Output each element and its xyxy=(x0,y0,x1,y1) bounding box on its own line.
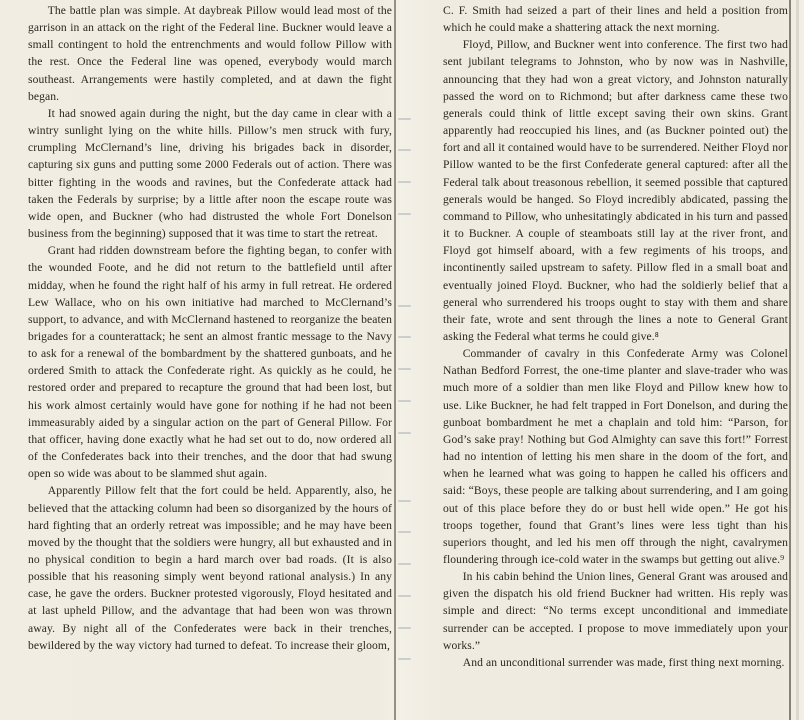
left-page-column xyxy=(28,2,392,719)
scan-artifact-line xyxy=(398,658,411,660)
page-edge-shadow xyxy=(796,0,799,720)
scan-artifact-line xyxy=(398,500,411,502)
scan-artifact-line xyxy=(398,213,411,215)
scan-artifact-line xyxy=(398,400,411,402)
paragraph: The battle plan was simple. At daybreak Pillow would lead most of the garrison in an attack on the right of the Federal line. Buckner would leave a small contingent to hold the entrenchments and would follow Pillow with the rest. Once the Federal line was opened, everybody would march southeast. Arrangements were hastily completed, and at dawn the fight began. xyxy=(28,4,392,103)
paragraph: It had snowed again during the night, but the day came in clear with a wintry sunlight lying on the white hills. Pillow’s men struck with fury, crumpling McClernand’s line, driving his brigades back in disorder, capturing six guns and putting some 2000 Federals out of action. There was bitter fighting in the woods and ravines, but the Confederate attack had taken the Federals by surprise; by a little after noon the escape route was wide open, and Buckner (who had distrusted the whole Fort Donelson business from the beginning) supposed that it was time to start the retreat. xyxy=(28,106,392,241)
scan-artifact-line xyxy=(398,531,411,533)
scan-artifact-line xyxy=(398,595,411,597)
paragraph: Commander of cavalry in this Confederate Army was Colonel Nathan Bedford Forrest, the one-time planter and slave-trader who was much more of a soldier than men like Floyd and Pillow knew how to use. Like Buckner, he had felt trapped in Fort Donelson, and during the gunboat bombardment he met a chaplain and told him: “Parson, for God’s sake pray! Nothing but God Almighty can save this fort!” Forrest had no intention of letting his men share in the doom of the fort, and when he learned what was going to happen he called his officers and said: “Boys, these people are talking about surrendering, and I am going out of this place before they do or bust hell wide open.” He got his troops together, found that Grant’s lines were less tight than his superiors thought, and led his men off through the night, cavalrymen floundering through ice-cold water in the swamps but getting out alive.⁹ xyxy=(443,347,788,566)
scan-artifact-line xyxy=(398,563,411,565)
scan-artifact-line xyxy=(398,149,411,151)
page-gutter-rule xyxy=(394,0,396,720)
paragraph: Apparently Pillow felt that the fort could be held. Apparently, also, he believed that the attacking column had been so disorganized by the hours of hard fighting that an orderly retreat was impossible; and he may have been moved by the thought that the soldiers were hungry, all but exhausted and in no physical condition to begin a hard march over bad roads. (It is also possible that his reasoning simply went beyond rational analysis.) In any case, he gave the orders. Buckner protested vigorously, Floyd hesitated and at last upheld Pillow, and the advantage that had been won was thrown away. By night all of the Confederates were back in their trenches, bewildered by the way victory had turned to defeat. To increase their gloom, xyxy=(28,484,392,652)
scan-artifact-line xyxy=(398,181,411,183)
paragraph: C. F. Smith had seized a part of their lines and held a position from which he could make a shattering attack the next morning. xyxy=(443,4,788,35)
paragraph: Grant had ridden downstream before the fighting began, to confer with the wounded Foote, and he did not return to the battlefield until after midday, when he found the right half of his army in full retreat. He ordered Lew Wallace, who on his own initiative had marched to McClernand’s support, to advance, and with McClernand hastened to reorganize the beaten brigades for a counterattack; he sent an almost frantic message to the Navy to ask for a renewal of the bombardment by the shattered gunboats, and he ordered Smith to attack the Confederate right. As quickly as he could, he restored order and prepared to recapture the ground that had been lost, but his work almost certainly would have gone for nothing if he had not been immeasurably aided by a singular action on the part of General Pillow. For that officer, having done exactly what he had set out to do, now ordered all of the Confederates back into their trenches, and the door that had swung open so wide was about to be slammed shut again. xyxy=(28,244,392,481)
scan-artifact-line xyxy=(398,627,411,629)
page-edge-rule xyxy=(789,0,791,720)
paragraph: Floyd, Pillow, and Buckner went into conference. The first two had sent jubilant telegrams to Johnston, who by now was in Nashville, announcing that they had won a great victory, and Johnston naturally passed the word on to Richmond; but after darkness came these two generals could think of little except saving their own skins. Grant apparently had reoccupied his lines, and (as Buckner pointed out) the fort and all it contained would have to be surrendered. Neither Floyd nor Pillow wanted to be the first Confederate general captured: after all the Federal talk about treasonous rebellion, it seemed possible that captured generals would be hanged. So Floyd incredibly abdicated, passing the command to Pillow, who unhesitatingly abdicated in his turn and passed it to Buckner. A couple of steamboats still lay at the river front, and Floyd got himself aboard, with a few regiments of his troops, and incontinently sailed upstream to safety. Pillow fled in a small boat and eventually joined Floyd. Buckner, who had the soldierly belief that a general who surrendered his troops ought to stay with them and share their fate, wrote and sent through the lines a note to General Grant asking the Federal what terms he could give.⁸ xyxy=(443,38,788,343)
scan-artifact-line xyxy=(398,305,411,307)
scan-artifact-line xyxy=(398,432,411,434)
scan-artifact-line xyxy=(398,118,411,120)
paragraph: And an unconditional surrender was made, first thing next morning. xyxy=(462,655,785,669)
paragraph: In his cabin behind the Union lines, General Grant was aroused and given the dispatch his old friend Buckner had written. His reply was simple and direct: “No terms except unconditional and immediate surrender can be accepted. I propose to move immediately upon your works.” xyxy=(443,570,788,652)
scan-artifact-line xyxy=(398,336,411,338)
right-page-column xyxy=(443,2,788,719)
scan-artifact-line xyxy=(398,368,411,370)
